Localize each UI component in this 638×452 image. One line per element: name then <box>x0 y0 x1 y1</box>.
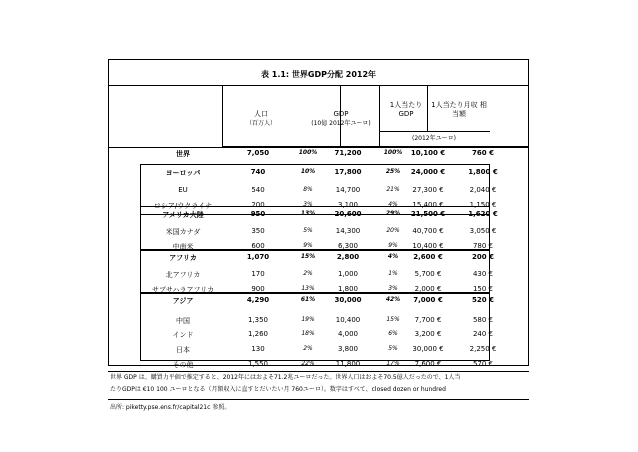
cell-region: 北アフリカ <box>165 271 201 279</box>
cell-pop-pct: 8% <box>303 186 313 193</box>
cell-gdp-pc: 7,700 € <box>414 316 442 324</box>
cell-pop-pct: 2% <box>303 345 313 352</box>
cell-monthly: 1,150 € <box>469 201 497 209</box>
cell-gdp: 71,200 <box>334 149 362 157</box>
cell-gdp-pct: 6% <box>388 330 398 337</box>
cell-gdp-pct: 100% <box>383 149 403 156</box>
cell-pop-pct: 10% <box>300 168 316 175</box>
cell-gdp-pc: 2,600 € <box>413 253 443 261</box>
cell-pop-pct: 13% <box>300 210 316 217</box>
cell-pop: 740 <box>250 168 266 176</box>
cell-gdp-pc: 10,100 € <box>410 149 446 157</box>
currency-note: (2012年ユーロ) <box>412 135 456 142</box>
cell-pop: 600 <box>251 242 265 250</box>
table-row <box>108 146 529 162</box>
table-title: 表 1.1: 世界GDP分配 2012年 <box>260 70 377 79</box>
cell-region: アフリカ <box>169 254 197 262</box>
cell-pop-pct: 18% <box>301 330 315 337</box>
cell-pop: 350 <box>251 227 265 235</box>
cell-gdp: 14,300 <box>335 227 361 235</box>
header-inner-divider <box>427 85 428 132</box>
cell-monthly: 570 € <box>472 360 494 368</box>
cell-monthly: 240 € <box>472 330 494 338</box>
cell-pop-pct: 22% <box>301 360 315 367</box>
currency-divider <box>380 131 490 132</box>
table-row <box>108 165 529 181</box>
cell-monthly: 200 € <box>472 253 494 261</box>
cell-pop-pct: 100% <box>298 149 318 156</box>
cell-region: 日本 <box>176 346 190 354</box>
cell-gdp-pc: 30,000 € <box>412 345 444 353</box>
cell-gdp-pct: 5% <box>388 345 398 352</box>
cell-region: アジア <box>172 297 194 305</box>
cell-gdp: 3,100 <box>337 201 359 209</box>
cell-pop-pct: 9% <box>303 242 313 249</box>
table-row <box>108 224 529 240</box>
cell-region: インド <box>172 331 194 339</box>
cell-pop: 1,260 <box>247 330 269 338</box>
cell-pop-pct: 5% <box>303 227 313 234</box>
cell-gdp-pct: 3% <box>388 285 398 292</box>
cell-gdp: 10,400 <box>335 316 361 324</box>
cell-monthly: 1,620 € <box>468 210 498 218</box>
table-row <box>108 327 529 343</box>
cell-gdp-pc: 7,000 € <box>413 296 443 304</box>
cell-gdp: 6,300 <box>337 242 359 250</box>
population-unit: （百万人） <box>245 120 276 127</box>
table-row <box>108 293 529 309</box>
cell-region: 米国カナダ <box>165 228 201 236</box>
cell-region: EU <box>178 186 188 194</box>
notes-bottom-line <box>108 399 529 400</box>
cell-gdp-pct: 17% <box>386 360 400 367</box>
cell-monthly: 2,250 € <box>469 345 497 353</box>
cell-region: アメリカ大陸 <box>162 211 204 219</box>
cell-gdp-pc: 10,400 € <box>412 242 444 250</box>
cell-gdp-pct: 4% <box>388 201 398 208</box>
gdp-per-capita-header: 1人当たり GDP <box>389 101 423 118</box>
cell-monthly: 760 € <box>472 149 494 157</box>
cell-gdp-pct: 20% <box>386 227 400 234</box>
cell-gdp-pc: 3,200 € <box>414 330 442 338</box>
cell-monthly: 520 € <box>472 296 494 304</box>
cell-pop: 1,350 <box>247 316 269 324</box>
cell-gdp: 4,000 <box>337 330 359 338</box>
cell-gdp-pct: 9% <box>388 242 398 249</box>
table-row <box>108 250 529 266</box>
cell-gdp: 1,800 <box>337 285 359 293</box>
cell-pop-pct: 13% <box>301 285 315 292</box>
note-line-2: たりGDPは €10 100 ユーロとなる（月額収入に直すとだいたい月 760ユーロ）。数字はすべて、closed dozen or hundred <box>110 386 446 393</box>
cell-region: 世界 <box>176 150 190 158</box>
cell-monthly: 780 € <box>472 242 494 250</box>
cell-region: 中国 <box>176 317 190 325</box>
table-row <box>108 183 529 199</box>
cell-pop: 7,050 <box>246 149 270 157</box>
cell-region: サブサハラアフリカ <box>151 286 215 294</box>
population-header: 人口 <box>254 110 268 118</box>
cell-monthly: 150 € <box>472 285 494 293</box>
cell-monthly: 2,040 € <box>469 186 497 194</box>
cell-gdp: 2,800 <box>336 253 360 261</box>
cell-pop: 4,290 <box>246 296 270 304</box>
cell-gdp: 3,800 <box>337 345 359 353</box>
cell-gdp-pc: 21,500 € <box>410 210 446 218</box>
cell-gdp-pct: 25% <box>385 168 401 175</box>
cell-gdp-pct: 29% <box>385 210 401 217</box>
cell-pop-pct: 61% <box>300 296 316 303</box>
cell-gdp-pc: 5,700 € <box>414 270 442 278</box>
cell-gdp-pct: 21% <box>386 186 400 193</box>
cell-gdp-pct: 15% <box>386 316 400 323</box>
monthly-income-header: 1人当たり月収 相当額 <box>431 101 487 118</box>
cell-pop-pct: 2% <box>303 270 313 277</box>
cell-gdp-pc: 7,600 € <box>414 360 442 368</box>
cell-monthly: 1,800 € <box>468 168 498 176</box>
cell-gdp-pc: 2,000 € <box>414 285 442 293</box>
cell-gdp: 11,800 <box>335 360 361 368</box>
cell-pop-pct: 19% <box>301 316 315 323</box>
cell-gdp-pct: 42% <box>385 296 401 303</box>
cell-gdp-pc: 24,000 € <box>410 168 446 176</box>
cell-pop: 1,070 <box>246 253 270 261</box>
table-row <box>108 342 529 358</box>
cell-gdp-pct: 4% <box>387 253 399 260</box>
cell-gdp: 14,700 <box>335 186 361 194</box>
table-row <box>108 267 529 283</box>
cell-gdp: 30,000 <box>334 296 362 304</box>
cell-gdp: 1,000 <box>337 270 359 278</box>
cell-gdp-pct: 1% <box>388 270 398 277</box>
cell-pop: 200 <box>251 201 265 209</box>
cell-region: その他 <box>172 361 194 369</box>
cell-region: ロシア/ウクライナ <box>153 202 213 210</box>
cell-monthly: 3,050 € <box>469 227 497 235</box>
cell-region: 中南米 <box>172 243 194 251</box>
cell-pop-pct: 3% <box>303 201 313 208</box>
cell-pop: 170 <box>251 270 265 278</box>
table-row <box>108 207 529 223</box>
cell-pop: 900 <box>251 285 265 293</box>
cell-region: ヨーロッパ <box>165 169 201 177</box>
cell-pop-pct: 15% <box>300 253 316 260</box>
cell-gdp: 20,600 <box>334 210 362 218</box>
cell-gdp-pc: 27,300 € <box>412 186 444 194</box>
cell-pop: 950 <box>250 210 266 218</box>
cell-pop: 540 <box>251 186 265 194</box>
source-line: 出所: piketty.pse.ens.fr/capital21c 参照。 <box>110 404 231 411</box>
cell-monthly: 430 € <box>472 270 494 278</box>
gdp-header: GDP <box>333 110 349 118</box>
cell-monthly: 580 € <box>472 316 494 324</box>
gdp-unit: (10億 2012年ユーロ) <box>311 120 371 127</box>
cell-pop: 1,550 <box>247 360 269 368</box>
cell-gdp-pc: 15,400 € <box>412 201 444 209</box>
cell-gdp-pc: 40,700 € <box>412 227 444 235</box>
cell-gdp: 17,800 <box>334 168 362 176</box>
cell-pop: 130 <box>251 345 265 353</box>
note-line-1: 世界 GDP は、購買力平価で推定すると、2012年にはおよそ71.2兆ユーロだった。世界人口はおよそ70.5億人だったので、1人当 <box>110 374 461 381</box>
